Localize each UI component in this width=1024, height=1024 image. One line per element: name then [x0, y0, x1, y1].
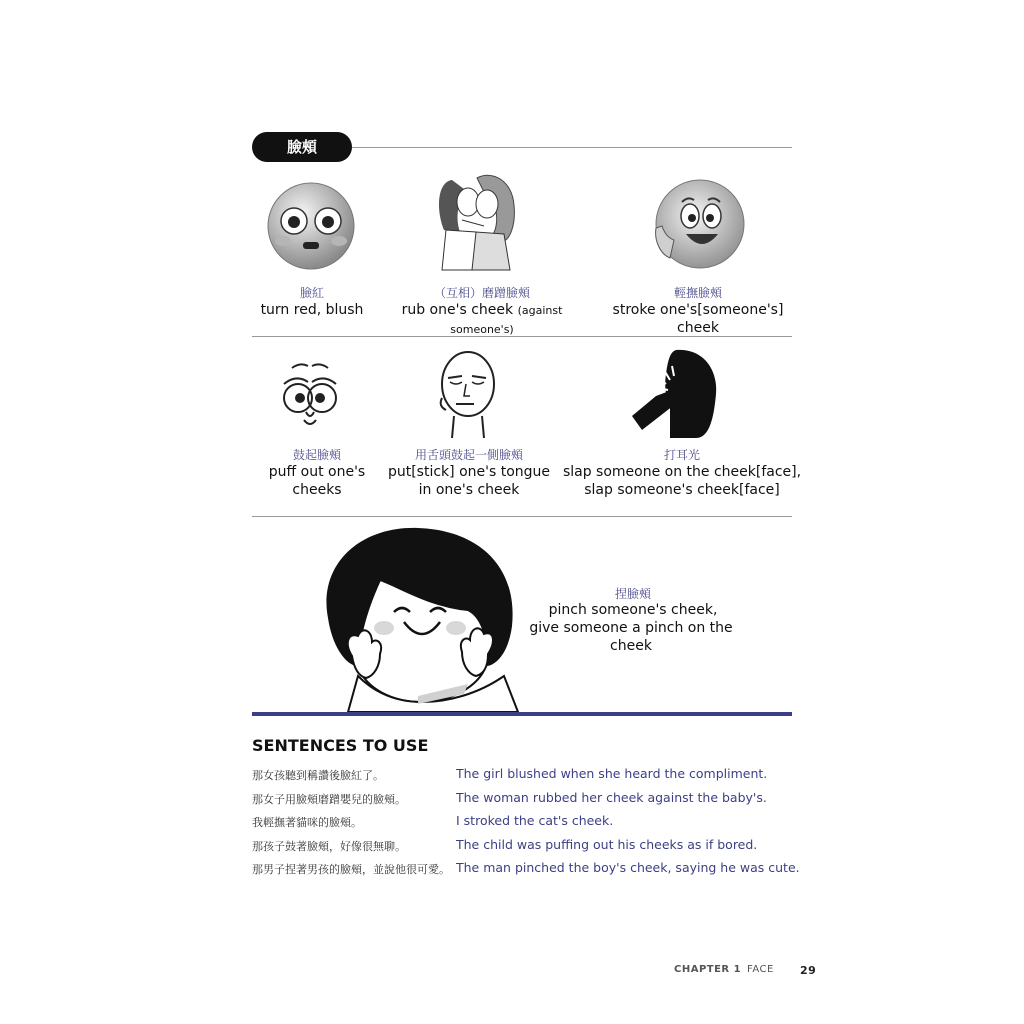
sentence-en: The man pinched the boy's cheek, saying he was cute.	[456, 860, 800, 875]
feature-zh: 捏臉頰	[614, 587, 651, 601]
page-number: 29	[800, 964, 817, 977]
sentence-zh: 那女子用臉頰磨蹭嬰兒的臉頰。	[252, 793, 406, 806]
entry-en-rub-cheek	[374, 301, 590, 339]
puffed-cheeks-face-icon	[278, 360, 342, 440]
two-women-cheek-rub-icon	[432, 170, 522, 270]
slap-silhouette-icon	[626, 346, 720, 440]
entry-zh-stroke-cheek: 輕撫臉頰	[673, 286, 722, 300]
sentence-row	[252, 838, 812, 858]
entry-en-stroke-cheek: stroke one's[someone's] cheek	[612, 302, 784, 336]
entry-en-rub-cheek-main: rub one's cheek	[401, 302, 514, 318]
entry-en-slap-2: slap someone's cheek[face]	[584, 482, 780, 498]
sentence-row	[252, 767, 812, 787]
row-divider-1	[252, 336, 792, 337]
cheek-pinch-illustration	[318, 526, 522, 716]
row-divider-2	[252, 516, 792, 517]
entry-en-tongue-cheek-1: put[stick] one's tongue	[387, 464, 551, 480]
sentence-row	[252, 861, 812, 881]
sentence-en: The woman rubbed her cheek against the baby's.	[456, 790, 767, 805]
entry-zh-rub-cheek: （互相）磨蹭臉頰	[433, 286, 530, 300]
stroking-cheek-face-icon	[652, 178, 746, 272]
header-rule	[352, 147, 792, 148]
sentence-row	[252, 814, 812, 834]
sentence-zh: 那女孩聽到稱讚後臉紅了。	[252, 769, 384, 782]
entry-en-puff-cheeks-2: cheeks	[292, 482, 342, 498]
feature-en-1: pinch someone's cheek,	[548, 602, 718, 618]
section-tag: 臉頰	[252, 132, 352, 162]
tongue-in-cheek-man-icon	[434, 348, 502, 440]
sentence-zh: 那孩子鼓著臉頰，好像很無聊。	[252, 840, 406, 853]
sentence-en: The girl blushed when she heard the compliment.	[456, 766, 768, 781]
sentence-zh: 那男子捏著男孩的臉頰，並說他很可愛。	[252, 863, 450, 876]
footer-chapter: CHAPTER 1	[674, 964, 742, 975]
entry-en-tongue-cheek-2: in one's cheek	[418, 482, 520, 498]
sentence-zh: 我輕撫著貓咪的臉頰。	[252, 816, 362, 829]
sentences-title: SENTENCES TO USE	[252, 736, 429, 755]
blushing-face-icon	[266, 181, 356, 271]
entry-en-puff-cheeks-1: puff out one's	[268, 464, 366, 480]
entry-en-slap-1: slap someone on the cheek[face],	[562, 464, 802, 480]
entry-en-rub-cheek-note: (against someone's)	[450, 304, 563, 336]
entry-zh-slap: 打耳光	[663, 448, 700, 462]
sentence-en: I stroked the cat's cheek.	[456, 813, 614, 828]
sentence-en: The child was puffing out his cheeks as if bored.	[456, 837, 758, 852]
section-divider	[252, 712, 792, 716]
feature-en-2: give someone a pinch on the cheek	[529, 620, 733, 654]
entry-zh-tongue-cheek: 用舌頭鼓起一側臉頰	[414, 448, 523, 462]
entry-zh-blush: 臉紅	[299, 286, 324, 300]
entry-zh-puff-cheeks: 鼓起臉頰	[292, 448, 341, 462]
sentence-row	[252, 791, 812, 811]
entry-en-blush: turn red, blush	[260, 302, 364, 318]
footer-section: FACE	[747, 964, 774, 975]
